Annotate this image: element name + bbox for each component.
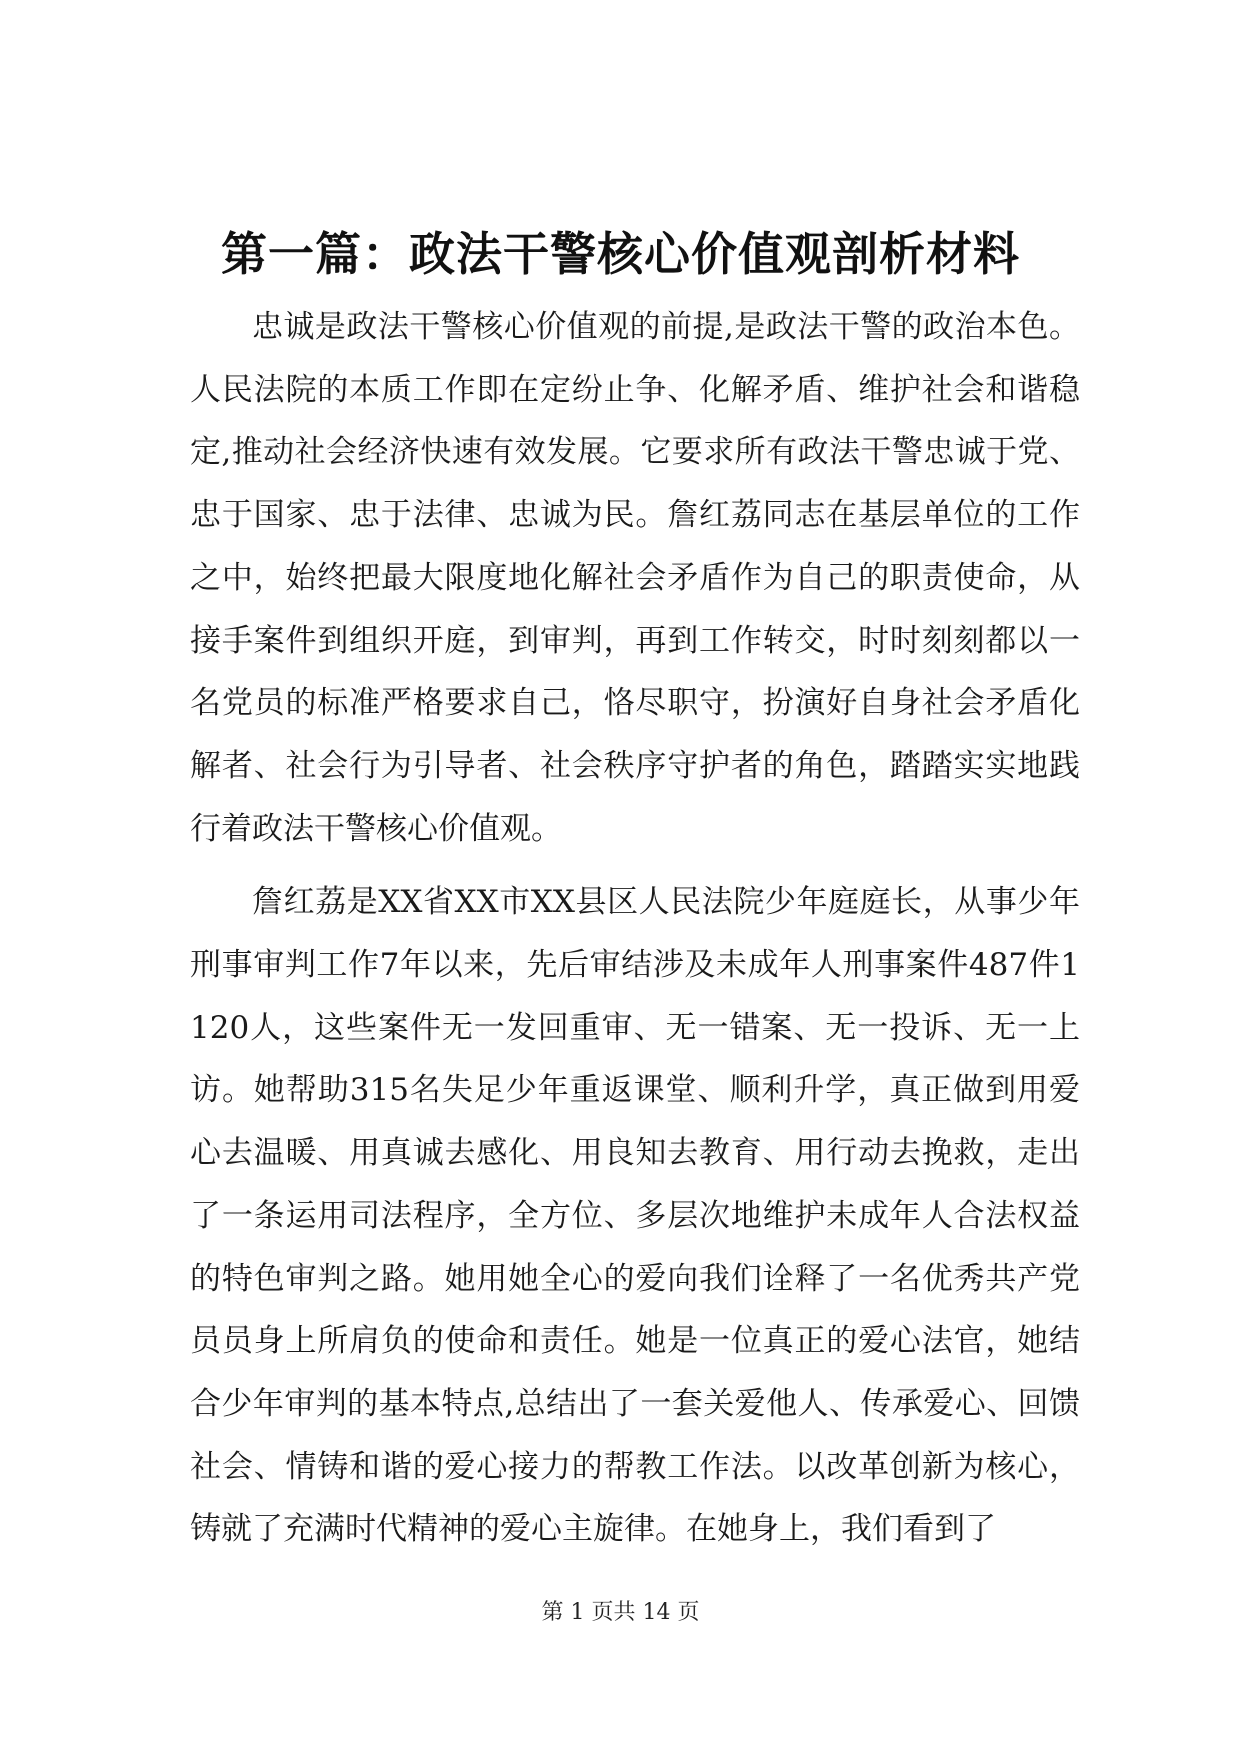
document-title: 第一篇：政法干警核心价值观剖析材料: [221, 227, 1020, 281]
page-total: 共 14 页: [613, 1600, 700, 1625]
page-footer: [0, 1598, 1241, 1628]
paragraph-zhan-honglì: 詹红荔是XX省XX市XX县区人民法院少年庭庭长，从事少年刑事审判工作7年以来，先后审结涉及未成年人刑事案件487件1120人，这些案件无一发回重审、无一错案、无一投诉、无一上访。她帮助315名失足少年重返课堂、顺利升学，真正做到用爱心去温暖、用真诚去感化、用良知去教育、用行动去挽救，走出了一条运用司法程序，全方位、多层次地维护未成年人合法权益的特色审判之路。她用她全心的爱向我们诠释了一名优秀共产党员员身上所肩负的使命和责任。她是一位真正的爱心法官，她结合少年审判的基本特点,总结出了一套关爱他人、传承爱心、回馈社会、情铸和谐的爱心接力的帮教工作法。以改革创新为核心，铸就了充满时代精神的爱心主旋律。在她身上，我们看到了: [190, 884, 1080, 1548]
paragraph-loyalty: 忠诚是政法干警核心价值观的前提,是政法干警的政治本色。人民法院的本质工作即在定纷止争、化解矛盾、维护社会和谐稳定,推动社会经济快速有效发展。它要求所有政法干警忠诚于党、忠于国家、忠于法律、忠诚为民。詹红荔同志在基层单位的工作之中，始终把最大限度地化解社会矛盾作为自己的职责使命，从接手案件到组织开庭，到审判，再到工作转交，时时刻刻都以一名党员的标准严格要求自己，恪尽职守，扮演好自身社会矛盾化解者、社会行为引导者、社会秩序守护者的角色，踏踏实实地践行着政法干警核心价值观。: [190, 309, 1080, 847]
document-body: [190, 296, 1080, 1561]
page-number: 第 1 页: [541, 1600, 614, 1625]
